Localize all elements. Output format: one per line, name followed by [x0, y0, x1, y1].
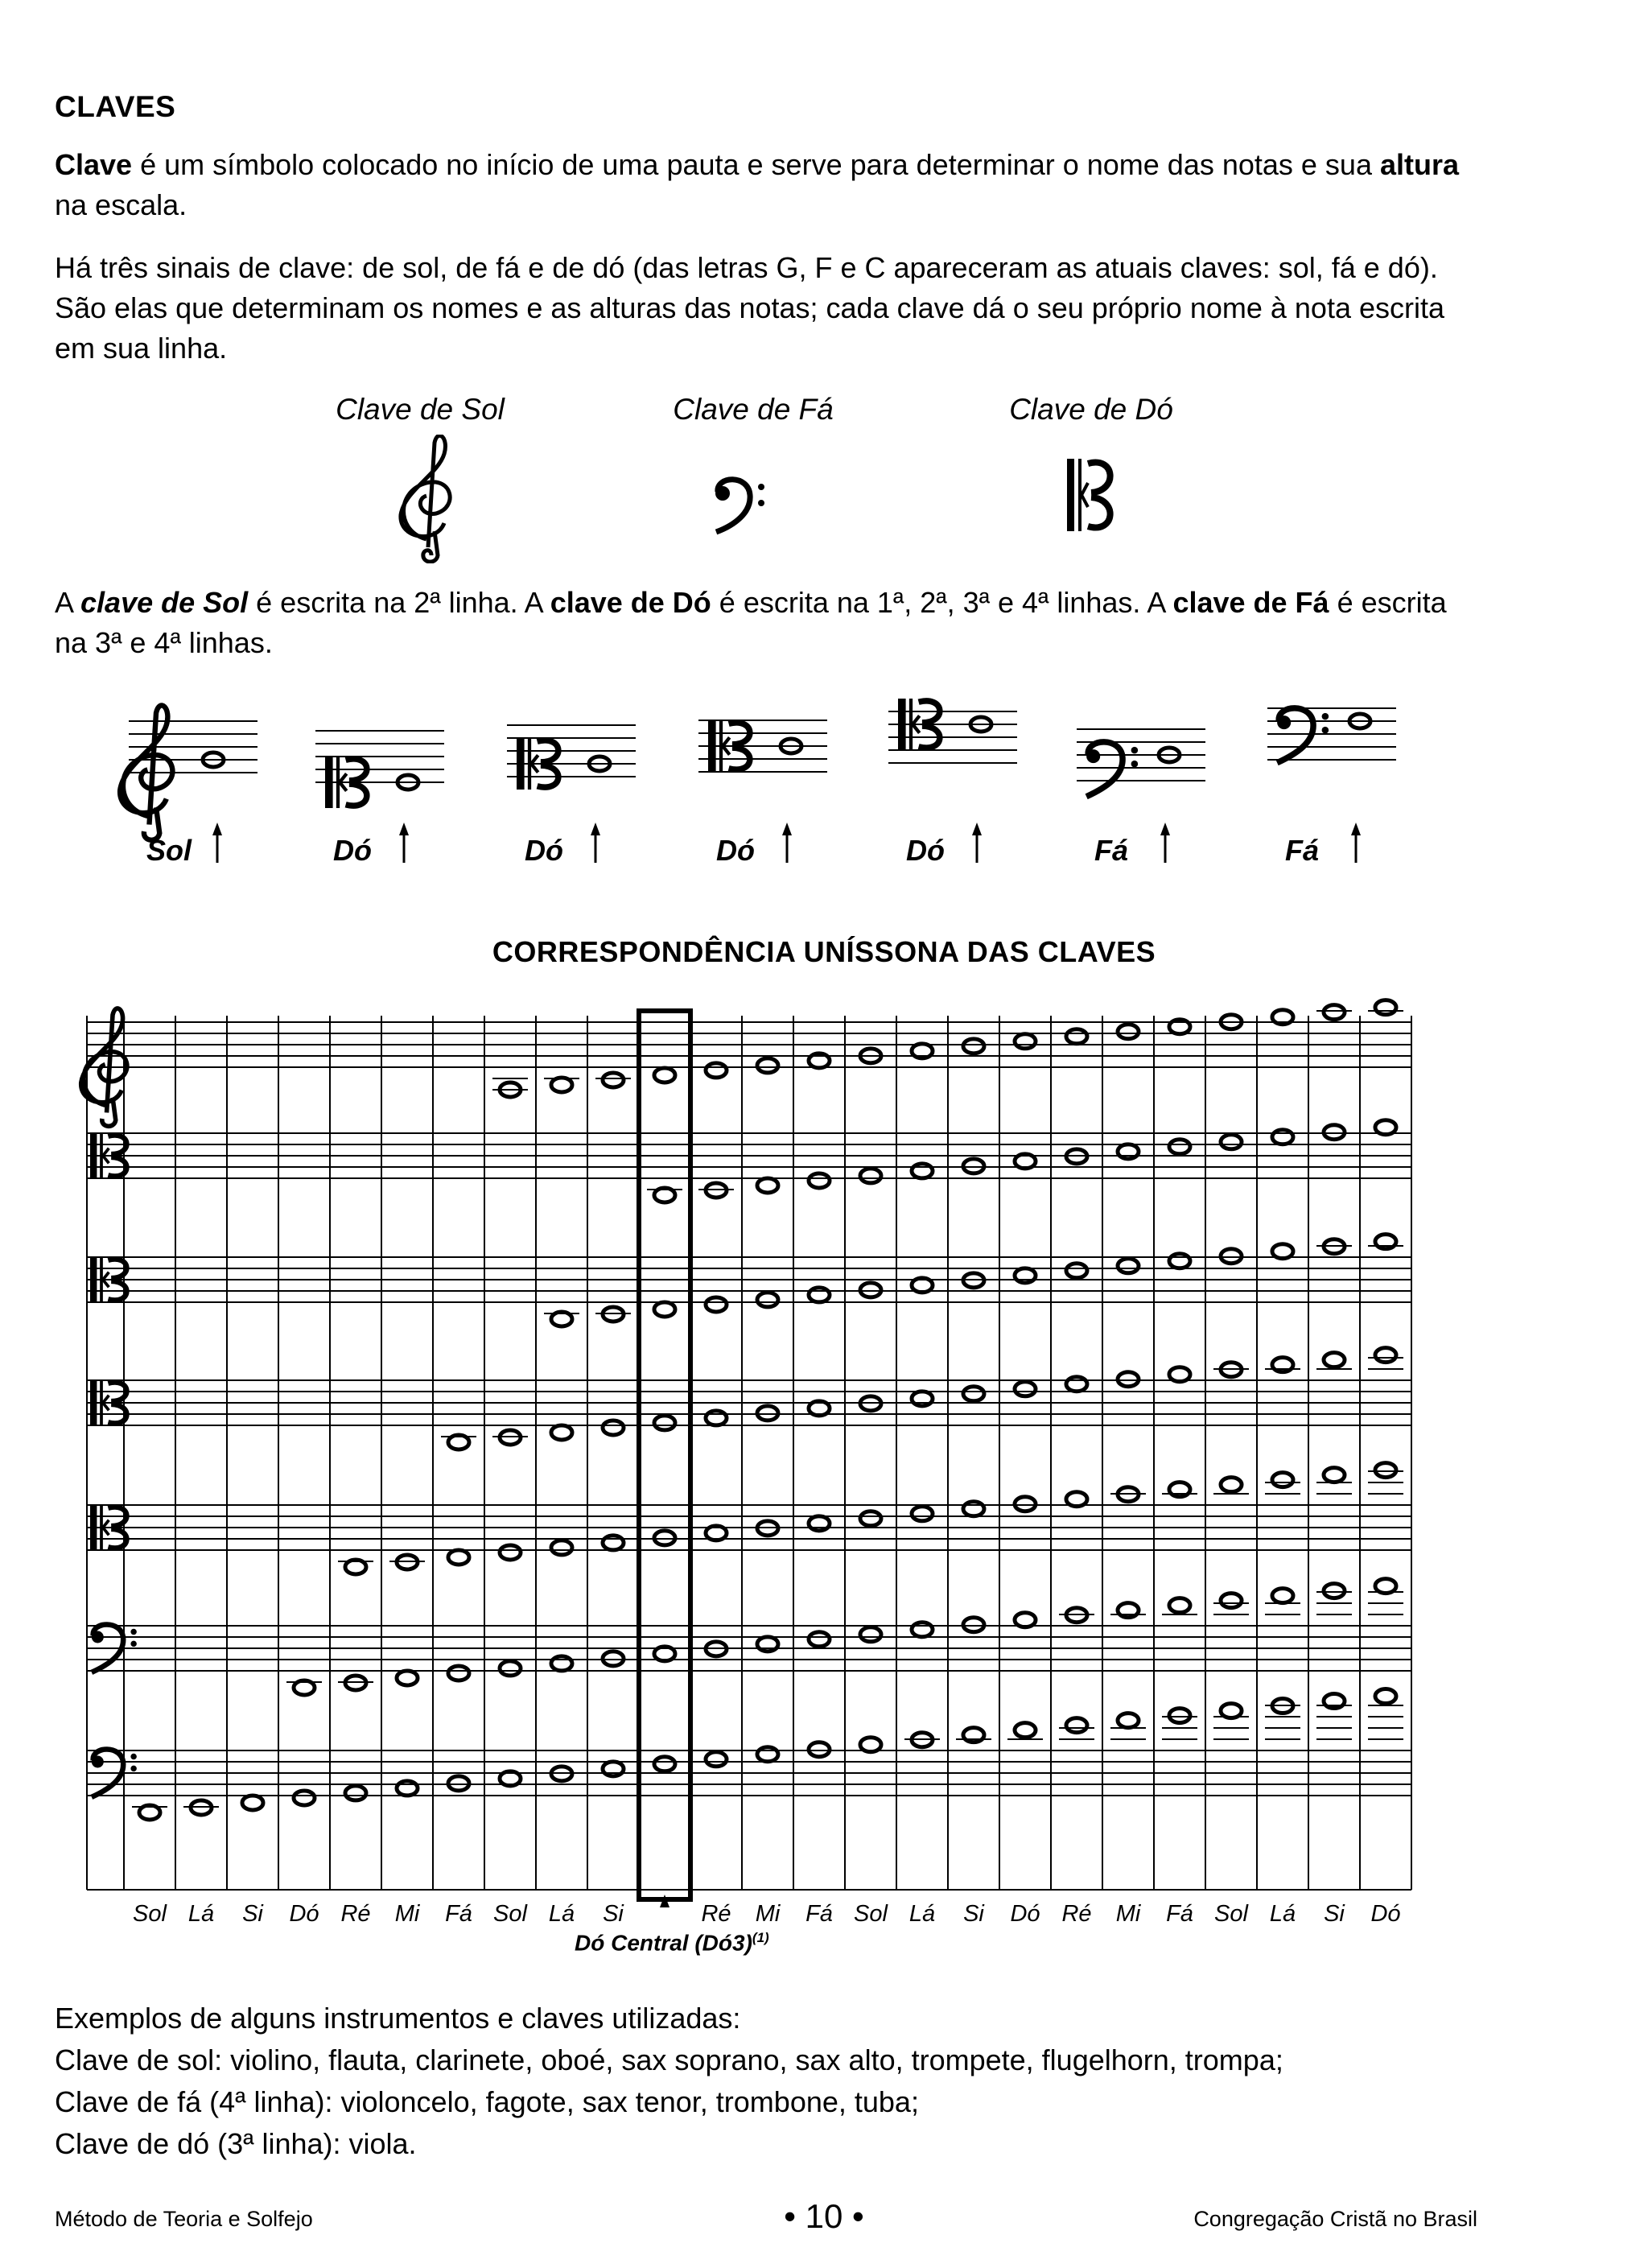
note-name-label: Sol: [1214, 1901, 1248, 1927]
text-segment: é escrita na 1ª, 2ª, 3ª e 4ª linhas. A: [711, 586, 1173, 619]
text-segment: é escrita na 3ª e 4ª linhas.: [55, 586, 1447, 659]
chart-title: CORRESPONDÊNCIA UNÍSSONA DAS CLAVES: [492, 935, 1156, 968]
chart-staff: [87, 1235, 1411, 1326]
clef-example-label: Fá: [1285, 834, 1320, 867]
whole-note: [757, 1637, 778, 1652]
whole-note: [242, 1796, 263, 1810]
whole-note: [757, 1178, 778, 1193]
whole-note: [338, 1560, 373, 1574]
whole-note: [1265, 1699, 1300, 1739]
big-clefs: [0, 435, 1648, 563]
clef-title-do: Clave de Dó: [1009, 393, 1173, 426]
whole-note: [448, 1550, 469, 1565]
whole-note: [1265, 1589, 1300, 1614]
whole-note: [809, 1288, 830, 1302]
whole-note: [1368, 1000, 1403, 1015]
whole-note: [603, 1536, 624, 1550]
chart-staff: [87, 1689, 1411, 1820]
note-name-label: Sol: [493, 1901, 527, 1927]
whole-note: [1265, 1358, 1300, 1372]
whole-note: [1059, 1718, 1094, 1739]
clef-example-staff: [1077, 729, 1205, 797]
whole-note: [963, 1039, 984, 1054]
whole-note: [1015, 1268, 1036, 1283]
whole-note: [1221, 1135, 1242, 1149]
whole-note: [595, 1073, 631, 1087]
whole-note: [1110, 1603, 1146, 1618]
whole-note: [1110, 1713, 1146, 1739]
whole-note: [448, 1776, 469, 1791]
whole-note: [1118, 1025, 1139, 1039]
whole-note: [757, 1058, 778, 1073]
whole-note: [389, 1555, 425, 1569]
whole-note: [595, 1307, 631, 1322]
examples-line: Clave de sol: violino, flauta, clarinete, oboé, sax soprano, sax alto, trompete, flugelhorn, trompa;: [55, 2043, 1283, 2076]
whole-note: [912, 1392, 933, 1406]
clef-example-staff: [120, 705, 258, 839]
note-name-label: Dó: [289, 1901, 319, 1927]
central-c-label: Dó Central (Dó3)$^{(1)}$: [575, 1930, 769, 1956]
arrow-up-icon: [1351, 823, 1361, 863]
whole-note: [603, 1421, 624, 1435]
whole-note: [904, 1733, 940, 1747]
whole-note: [603, 1652, 624, 1666]
whole-note: [500, 1545, 521, 1560]
section-title: CLAVES: [55, 90, 176, 123]
clef-example-label: Dó: [333, 834, 372, 867]
clef-example-label: Fá: [1094, 834, 1129, 867]
whole-note: [956, 1728, 991, 1742]
whole-note: [654, 1416, 675, 1430]
whole-note: [1118, 1144, 1139, 1159]
page-number: • 10 •: [784, 2197, 864, 2235]
whole-note: [492, 1078, 528, 1097]
whole-note: [551, 1425, 572, 1440]
whole-note: [603, 1762, 624, 1776]
bass-clef-icon: [715, 480, 764, 532]
whole-note: [1169, 1254, 1190, 1268]
whole-note: [860, 1283, 881, 1297]
whole-note: [492, 1430, 528, 1445]
whole-note: [448, 1666, 469, 1680]
whole-note: [132, 1805, 167, 1820]
whole-note: [1265, 1473, 1300, 1494]
whole-note: [963, 1618, 984, 1632]
note-name-label: Lá: [1269, 1901, 1296, 1927]
chart-staff: [87, 1120, 1411, 1202]
note-name-label: Mi: [1115, 1901, 1141, 1927]
whole-note: [1324, 1125, 1345, 1140]
term-clave-de-do: clave de Dó: [550, 586, 711, 619]
treble-clef-icon: [401, 435, 450, 562]
whole-note: [757, 1406, 778, 1421]
whole-note: [706, 1411, 727, 1425]
arrow-up-icon: [399, 823, 409, 863]
note-name-label: Ré: [701, 1901, 731, 1927]
clef-position-examples: [0, 692, 1648, 877]
whole-note: [1162, 1709, 1197, 1739]
whole-note: [1368, 1689, 1403, 1739]
whole-note: [963, 1159, 984, 1173]
chart-staff: [87, 1348, 1411, 1449]
whole-note: [397, 1671, 418, 1685]
whole-note: [912, 1507, 933, 1521]
footer-right: Congregação Cristã no Brasil: [1193, 2207, 1477, 2231]
whole-note: [1213, 1363, 1249, 1377]
whole-note: [500, 1661, 521, 1676]
whole-note: [912, 1623, 933, 1637]
whole-note: [1059, 1608, 1094, 1623]
whole-note: [809, 1632, 830, 1647]
examples-heading: Exemplos de alguns instrumentos e claves utilizadas:: [55, 2002, 741, 2035]
chart-staff: [81, 1000, 1411, 1127]
whole-note: [1118, 1372, 1139, 1387]
examples-line: Clave de fá (4ª linha): violoncelo, fagote, sax tenor, trombone, tuba;: [55, 2085, 919, 2118]
whole-note: [706, 1063, 727, 1078]
whole-note: [654, 1531, 675, 1545]
text-segment: na escala.: [55, 188, 187, 221]
paragraph-clave-definition: [55, 145, 1471, 225]
whole-note: [1066, 1264, 1087, 1278]
whole-note: [1316, 1353, 1352, 1369]
footer-left: Método de Teoria e Solfejo: [55, 2207, 313, 2231]
term-clave-de-fa: clave de Fá: [1172, 586, 1329, 619]
clef-example-label: Dó: [525, 834, 563, 867]
whole-note: [706, 1297, 727, 1312]
whole-note: [544, 1078, 579, 1092]
whole-note: [809, 1173, 830, 1188]
note-name-label: Dó: [1010, 1901, 1040, 1927]
whole-note: [345, 1786, 366, 1800]
note-name-label: Lá: [187, 1901, 215, 1927]
alto-clef-icon: [1067, 459, 1110, 531]
whole-note: [1110, 1487, 1146, 1502]
whole-note: [963, 1502, 984, 1516]
whole-note: [397, 1781, 418, 1796]
whole-note: [286, 1680, 322, 1695]
note-name-label: Mi: [755, 1901, 781, 1927]
paragraph-three-clefs: Há três sinais de clave: de sol, de fá e de dó (das letras G, F e C apareceram as atuais claves: sol, fá e dó). São elas que determinam os nomes e as alturas das notas; cada clave dá o seu próprio nome à nota escrita em sua linha.: [55, 251, 1444, 365]
whole-note: [860, 1511, 881, 1526]
examples-line: Clave de dó (3ª linha): viola.: [55, 2127, 417, 2160]
whole-note: [441, 1435, 476, 1449]
clef-title-fa: Clave de Fá: [673, 393, 834, 426]
bass-clef-icon: [1277, 708, 1329, 763]
note-name-label: Si: [603, 1901, 624, 1927]
term-altura: altura: [1379, 148, 1460, 181]
whole-note: [1316, 1005, 1352, 1020]
whole-note: [183, 1800, 219, 1815]
arrow-up-icon: [972, 823, 982, 863]
whole-note: [809, 1742, 830, 1757]
whole-note: [757, 1747, 778, 1762]
whole-note: [1162, 1598, 1197, 1614]
arrow-up-icon: [212, 823, 222, 863]
whole-note: [1213, 1478, 1249, 1494]
whole-note: [1066, 1029, 1087, 1044]
note-name-label: Ré: [340, 1901, 371, 1927]
note-name-label: Si: [1324, 1901, 1345, 1927]
paragraph-clef-lines: [55, 583, 1471, 663]
whole-note: [1213, 1704, 1249, 1739]
term-clave: Clave: [55, 148, 133, 181]
whole-note: [1169, 1140, 1190, 1154]
whole-note: [1015, 1497, 1036, 1511]
whole-note: [1162, 1482, 1197, 1497]
whole-note: [757, 1293, 778, 1307]
note-name-label: Si: [242, 1901, 263, 1927]
whole-note: [1316, 1584, 1352, 1614]
clef-example-staff: [507, 725, 636, 790]
whole-note: [860, 1169, 881, 1183]
clef-correspondence-chart: [0, 990, 1648, 1907]
footnote-marker: (1): [752, 1930, 769, 1945]
whole-note: [1066, 1377, 1087, 1392]
chart-grid: [87, 1016, 1411, 1890]
whole-note: [963, 1387, 984, 1401]
whole-note: [1368, 1463, 1403, 1494]
instrument-examples: [55, 1998, 1283, 2165]
arrow-up-icon: [1160, 823, 1170, 863]
whole-note: [338, 1676, 373, 1690]
whole-note: [1316, 1239, 1352, 1254]
whole-note: [654, 1302, 675, 1317]
whole-note: [1316, 1468, 1352, 1494]
whole-note: [551, 1540, 572, 1555]
note-name-label: Sol: [854, 1901, 888, 1927]
clef-example-staff: [888, 699, 1017, 763]
whole-note: [1118, 1259, 1139, 1273]
clef-example-staff: [315, 731, 444, 808]
chart-staff: [87, 1579, 1411, 1695]
text-segment: é escrita na 2ª linha. A: [248, 586, 550, 619]
text-segment: é um símbolo colocado no início de uma pauta e serve para determinar o nome das notas e sua: [132, 148, 1380, 181]
whole-note: [1368, 1579, 1403, 1614]
whole-note: [1368, 1235, 1403, 1249]
text-segment: A: [55, 586, 81, 619]
whole-note: [654, 1068, 675, 1082]
whole-note: [1007, 1723, 1043, 1739]
whole-note: [544, 1312, 579, 1326]
whole-note: [1015, 1382, 1036, 1396]
whole-note: [860, 1627, 881, 1642]
clef-example-staff: [1267, 708, 1396, 763]
whole-note: [1316, 1694, 1352, 1739]
whole-note: [1272, 1130, 1293, 1144]
note-name-label: Si: [963, 1901, 984, 1927]
note-name-label: Mi: [394, 1901, 420, 1927]
arrow-up-icon: [591, 823, 600, 863]
chart-staff: [87, 1463, 1411, 1574]
note-name-label: Fá: [445, 1901, 472, 1927]
note-name-label: Lá: [548, 1901, 575, 1927]
arrow-up-icon: [782, 823, 792, 863]
note-name-label: Lá: [908, 1901, 936, 1927]
whole-note: [809, 1516, 830, 1531]
whole-note: [551, 1656, 572, 1671]
note-name-label: Sol: [133, 1901, 167, 1927]
note-name-label: Fá: [805, 1901, 833, 1927]
note-name-label: Ré: [1061, 1901, 1092, 1927]
clef-example-label: Dó: [906, 834, 945, 867]
whole-note: [647, 1188, 682, 1202]
whole-note: [706, 1752, 727, 1767]
clef-title-sol: Clave de Sol: [336, 393, 505, 426]
note-name-label: Dó: [1370, 1901, 1401, 1927]
note-name-label: Fá: [1166, 1901, 1193, 1927]
whole-note: [912, 1164, 933, 1178]
whole-note: [1221, 1249, 1242, 1264]
term-clave-de-sol: clave de Sol: [80, 586, 249, 619]
whole-note: [654, 1757, 675, 1771]
whole-note: [1368, 1348, 1403, 1369]
clef-example-staff: [698, 720, 827, 772]
whole-note: [1015, 1034, 1036, 1049]
clef-example-label: Sol: [146, 834, 192, 867]
clef-example-label: Dó: [716, 834, 755, 867]
whole-note: [698, 1183, 734, 1198]
whole-note: [1213, 1594, 1249, 1614]
bass-clef-icon: [1086, 742, 1138, 797]
whole-note: [294, 1791, 315, 1805]
